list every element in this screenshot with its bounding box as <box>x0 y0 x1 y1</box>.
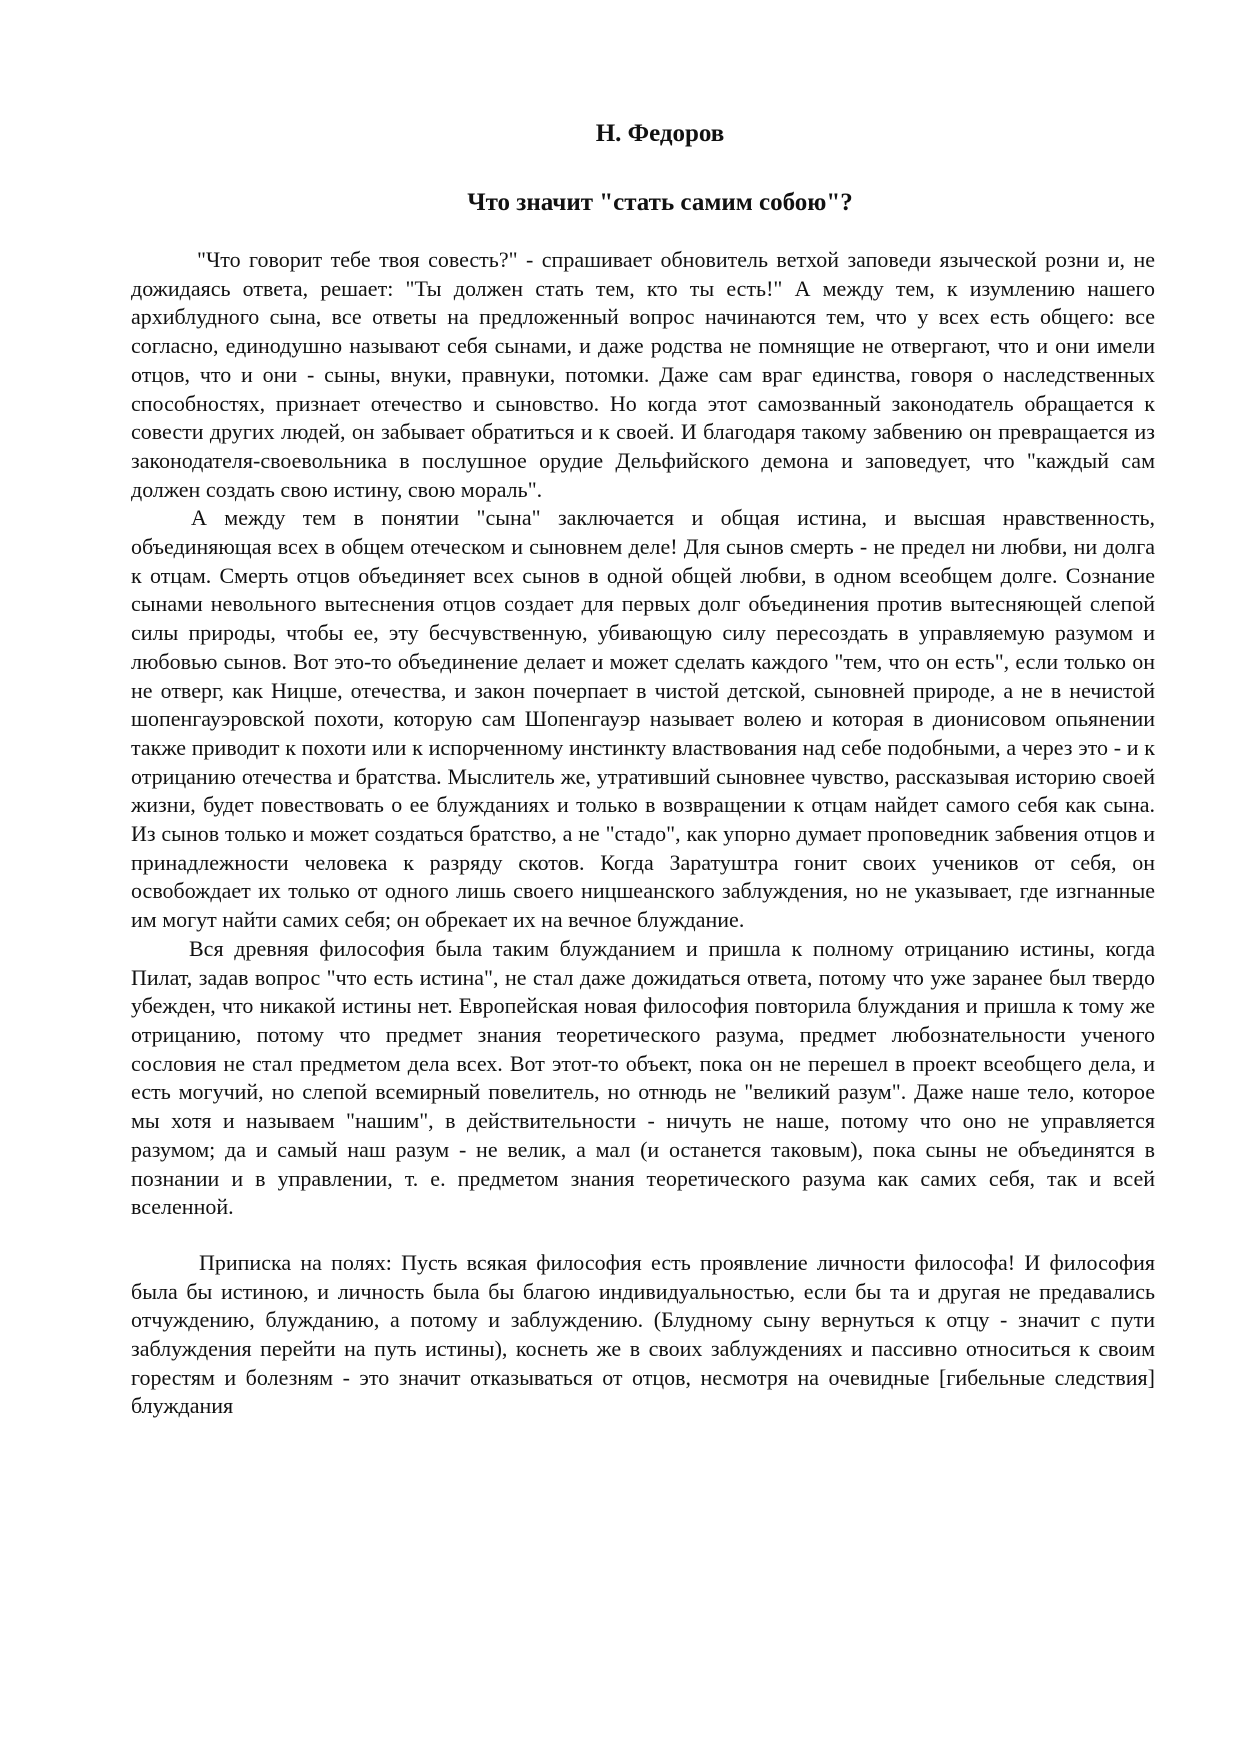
margin-note-paragraph: Приписка на полях: Пусть всякая философия есть проявление личности философа! И философия была бы истиною, и личность была бы благою индивидуальностью, если бы та и другая не предавались отчуждению, блужданию, а потому и заблуждению. (Блудному сыну вернуться к отцу - значит с пути заблуждения перейти на путь истины), коснеть же в своих заблуждениях и пассивно относиться к своим горестям и болезням - это значит отказываться от отцов, несмотря на очевидные [гибельные следствия] блуждания <box>131 1249 1155 1419</box>
author-name: Н. Федоров <box>595 120 725 147</box>
body-paragraph-2: А между тем в понятии "сына" заключается и общая истина, и высшая нравственность, объединяющая всех в общем отеческом и сыновнем деле! Для сынов смерть - не предел ни любви, ни долга к отцам. Смерть отцов объединяет всех сынов в одной общей любви, в одном всеобщем долге. Сознание сынами невольного вытеснения отцов создает для первых долг объединения против вытесняющей слепой силы природы, чтобы ее, эту бесчувственную, убивающую силу пересоздать в управляемую разумом и любовью сынов. Вот это-то объединение делает и может сделать каждого "тем, что он есть", если только он не отверг, как Ницше, отечества, и закон почерпает в чистой детской, сыновней природе, а не в нечистой шопенгауэровской похоти, которую сам Шопенгауэр называет волею и которая в дионисовом опьянении также приводит к похоти или к испорченному инстинкту властвования над себе подобными, а через это - и к отрицанию отечества и братства. Мыслитель же, утративший сыновнее чувство, рассказывая историю своей жизни, будет повествовать о ее блужданиях и только в возвращении к отцам найдет самого себя как сына. Из сынов только и может создаться братство, а не "стадо", как упорно думает проповедник забвения отцов и принадлежности человека к разряду скотов. Когда Заратуштра гонит своих учеников от себя, он освобождает их только от одного лишь своего ницшеанского заблуждения, но не указывает, где изгнанные им могут найти самих себя; он обрекает их на вечное блуждание. <box>131 505 1155 933</box>
body-paragraph-3: Вся древняя философия была таким блужданием и пришла к полному отрицанию истины, когда Пилат, задав вопрос "что есть истина", не стал даже дожидаться ответа, потому что уже заранее был твердо убежден, что никакой истины нет. Европейская новая философия повторила блуждания и пришла к тому же отрицанию, потому что предмет знания теоретического разума, предмет любознательности ученого сословия не стал предметом дела всех. Вот этот-то объект, пока он не перешел в проект всеобщего дела, и есть могучий, но слепой всемирный повелитель, но отнюдь не "великий разум". Даже наше тело, которое мы хотя и называем "нашим", в действительности - ничуть не наше, потому что оно не управляется разумом; да и самый наш разум - не велик, а мал (и останется таковым), пока сыны не объединятся в познании и в управлении, т. е. предметом знания теоретического разума как самих себя, так и всей вселенной. <box>131 935 1155 1220</box>
document-title: Что значит "стать самим собою"? <box>467 189 853 216</box>
body-paragraph-1: "Что говорит тебе твоя совесть?" - спрашивает обновитель ветхой заповеди языческой розни и, не дожидаясь ответа, решает: "Ты должен стать тем, кто ты есть!" А между тем, к изумлению нашего архиблудного сына, все ответы на предложенный вопрос начинаются тем, что у всех есть общего: все согласно, единодушно называют себя сынами, и даже родства не помнящие не отвергают, что и они имели отцов, что и они - сыны, внуки, правнуки, потомки. Даже сам враг единства, говоря о наследственных способностях, признает отечество и сыновство. Но когда этот самозванный законодатель обращается к совести других людей, он забывает обратиться и к своей. И благодаря такому забвению он превращается из законодателя-своевольника в послушное орудие Дельфийского демона и заповедует, что "каждый сам должен создать свою истину, свою мораль". <box>131 247 1155 502</box>
document-body <box>131 246 1155 1421</box>
